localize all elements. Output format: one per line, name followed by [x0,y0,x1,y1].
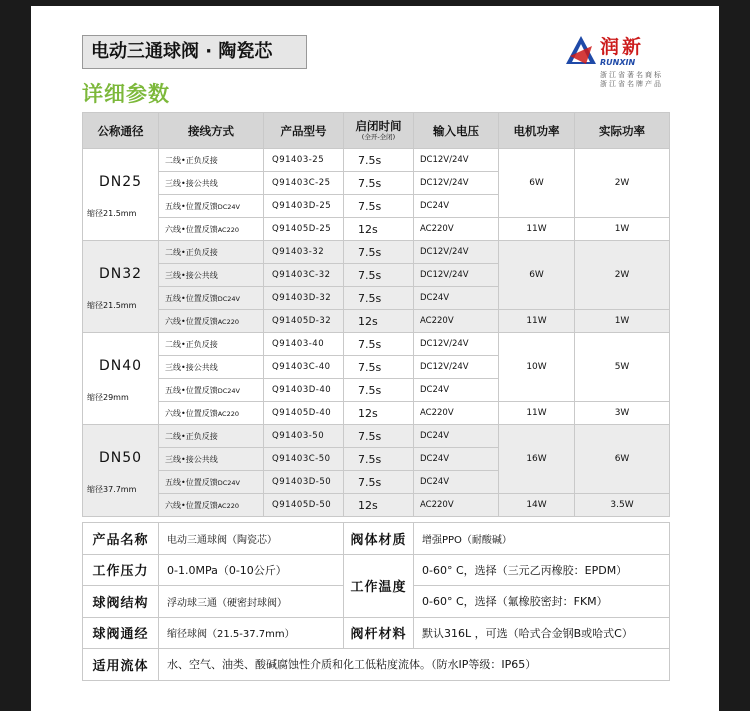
voltage-cell: DC12V/24V [414,172,499,195]
wiring-label: 五线•位置反馈 [165,385,218,395]
wiring-note: DC24V [217,478,240,487]
wiring-cell [159,310,264,333]
wiring-note: DC24V [217,294,240,303]
page-title: 电动三通球阀 · 陶瓷芯 [82,35,307,69]
temperature-epdm-value: 0-60° C，选择（三元乙丙橡胶：EPDM） [414,554,670,586]
fluid-label: 适用流体 [83,649,159,681]
model-cell: Q91403-40 [264,333,344,356]
wiring-note: AC220 [217,225,239,234]
nominal-diameter: DN50 [98,450,143,466]
info-row [83,649,670,681]
time-cell: 7.5s [344,471,414,494]
voltage-cell: DC24V [414,195,499,218]
wiring-label: 六线•位置反馈 [165,224,218,234]
model-cell: Q91405D-25 [264,218,344,241]
wiring-note: DC24V [217,202,240,211]
motor-power-ac-cell: 11W [499,402,575,425]
time-cell: 7.5s [344,448,414,471]
model-cell: Q91403C-50 [264,448,344,471]
time-cell: 12s [344,402,414,425]
brand-logo [560,30,690,88]
model-cell: Q91403D-40 [264,379,344,402]
header-voltage: 输入电压 [414,113,499,149]
wiring-cell [159,287,264,310]
wiring-cell [159,471,264,494]
voltage-cell: DC12V/24V [414,241,499,264]
body-material-value: 增强PPO（耐酸碱） [414,523,670,555]
motor-power-dc-cell: 10W [499,333,575,402]
motor-power-dc-cell: 6W [499,149,575,218]
time-cell: 7.5s [344,241,414,264]
table-row [83,310,670,333]
stem-label: 阀杆材料 [344,617,414,649]
runxin-logo-icon [564,34,598,66]
body-material-label: 阀体材质 [344,523,414,555]
voltage-cell: DC24V [414,287,499,310]
model-cell: Q91403-50 [264,425,344,448]
header-wiring: 接线方式 [159,113,264,149]
table-row [83,425,670,448]
time-cell: 7.5s [344,287,414,310]
time-cell: 7.5s [344,149,414,172]
wiring-cell [159,264,264,287]
table-row [83,149,670,172]
model-cell: Q91403-32 [264,241,344,264]
product-name-label: 产品名称 [83,523,159,555]
wiring-note: AC220 [217,317,239,326]
motor-power-dc-cell: 6W [499,241,575,310]
section-subtitle: 详细参数 [82,82,170,106]
wiring-label: 五线•位置反馈 [165,477,218,487]
wiring-cell [159,402,264,425]
pressure-label: 工作压力 [83,554,159,586]
wiring-label: 三线•接公共线 [165,178,218,188]
wiring-cell [159,356,264,379]
table-row [83,218,670,241]
info-row [83,554,670,586]
left-frame-bar [0,0,31,711]
wiring-label: 六线•位置反馈 [165,500,218,510]
header-time-label: 启闭时间 [355,119,402,133]
wiring-note: AC220 [217,409,239,418]
actual-power-dc-cell: 2W [575,149,670,218]
reduced-bore: 缩径21.5mm [87,301,137,310]
model-cell: Q91403C-32 [264,264,344,287]
motor-power-ac-cell: 11W [499,218,575,241]
time-cell: 7.5s [344,264,414,287]
time-cell: 12s [344,310,414,333]
brand-tagline-trademark: 浙江省著名商标 [600,71,663,79]
wiring-cell [159,425,264,448]
motor-power-dc-cell: 16W [499,425,575,494]
nominal-diameter: DN32 [98,266,143,282]
table-row [83,494,670,517]
voltage-cell: DC24V [414,471,499,494]
time-cell: 7.5s [344,356,414,379]
voltage-cell: DC24V [414,448,499,471]
model-cell: Q91405D-32 [264,310,344,333]
fluid-value: 水、空气、油类、酸碱腐蚀性介质和化工低粘度流体。（防水IP等级：IP65） [159,649,670,681]
wiring-label: 二线•正负反接 [165,155,218,165]
wiring-cell [159,333,264,356]
brand-tagline-product: 浙江省名牌产品 [600,80,663,88]
top-frame-bar [31,0,719,6]
actual-power-ac-cell: 1W [575,310,670,333]
time-cell: 7.5s [344,333,414,356]
table-row [83,333,670,356]
model-cell: Q91403D-50 [264,471,344,494]
reduced-bore: 缩径29mm [87,393,129,402]
wiring-cell [159,172,264,195]
time-cell: 12s [344,494,414,517]
wiring-cell [159,195,264,218]
model-cell: Q91405D-50 [264,494,344,517]
wiring-cell [159,448,264,471]
header-time [344,113,414,149]
voltage-cell: DC12V/24V [414,333,499,356]
structure-value: 浮动球三通（硬密封球阀） [159,586,344,618]
model-cell: Q91403D-25 [264,195,344,218]
spec-header-row [83,113,670,149]
actual-power-dc-cell: 2W [575,241,670,310]
header-actual-power: 实际功率 [575,113,670,149]
wiring-note: AC220 [217,501,239,510]
wiring-label: 五线•位置反馈 [165,201,218,211]
actual-power-ac-cell: 3W [575,402,670,425]
wiring-label: 二线•正负反接 [165,247,218,257]
wiring-label: 三线•接公共线 [165,454,218,464]
actual-power-ac-cell: 3.5W [575,494,670,517]
reduced-bore: 缩径37.7mm [87,485,137,494]
time-cell: 7.5s [344,195,414,218]
info-row [83,523,670,555]
voltage-cell: DC24V [414,425,499,448]
right-frame-bar [719,0,750,711]
motor-power-ac-cell: 11W [499,310,575,333]
wiring-label: 二线•正负反接 [165,431,218,441]
wiring-cell [159,379,264,402]
nominal-diameter-cell [83,241,159,333]
wiring-label: 二线•正负反接 [165,339,218,349]
brand-name-cn: 润新 [600,36,645,58]
actual-power-dc-cell: 6W [575,425,670,494]
bore-value: 缩径球阀（21.5-37.7mm） [159,617,344,649]
header-nominal: 公称通径 [83,113,159,149]
time-cell: 7.5s [344,425,414,448]
bore-label: 球阀通经 [83,617,159,649]
time-cell: 7.5s [344,379,414,402]
time-cell: 7.5s [344,172,414,195]
voltage-cell: DC24V [414,379,499,402]
wiring-label: 五线•位置反馈 [165,293,218,303]
model-cell: Q91403D-32 [264,287,344,310]
voltage-cell: AC220V [414,494,499,517]
model-cell: Q91403C-25 [264,172,344,195]
stem-value: 默认316L ，可选（哈式合金钢B或哈式C） [414,617,670,649]
voltage-cell: DC12V/24V [414,264,499,287]
voltage-cell: DC12V/24V [414,149,499,172]
wiring-note: DC24V [217,386,240,395]
model-cell: Q91403-25 [264,149,344,172]
model-cell: Q91405D-40 [264,402,344,425]
voltage-cell: AC220V [414,218,499,241]
wiring-label: 三线•接公共线 [165,362,218,372]
temperature-label: 工作温度 [344,554,414,617]
actual-power-ac-cell: 1W [575,218,670,241]
wiring-cell [159,218,264,241]
voltage-cell: DC12V/24V [414,356,499,379]
info-table [82,522,670,681]
actual-power-dc-cell: 5W [575,333,670,402]
temperature-fkm-value: 0-60° C，选择（氟橡胶密封：FKM） [414,586,670,618]
info-row [83,617,670,649]
nominal-diameter-cell [83,425,159,517]
nominal-diameter: DN25 [98,174,143,190]
wiring-cell [159,149,264,172]
header-model: 产品型号 [264,113,344,149]
voltage-cell: AC220V [414,310,499,333]
table-row [83,402,670,425]
product-name-value: 电动三通球阀（陶瓷芯） [159,523,344,555]
brand-name-en: RUNXIN [600,58,636,67]
spec-table [82,112,670,517]
nominal-diameter-cell [83,333,159,425]
table-row [83,241,670,264]
wiring-label: 三线•接公共线 [165,270,218,280]
model-cell: Q91403C-40 [264,356,344,379]
header-time-sublabel: (全开-全闭) [361,133,396,141]
nominal-diameter: DN40 [98,358,143,374]
voltage-cell: AC220V [414,402,499,425]
motor-power-ac-cell: 14W [499,494,575,517]
reduced-bore: 缩径21.5mm [87,209,137,218]
structure-label: 球阀结构 [83,586,159,618]
wiring-cell [159,494,264,517]
header-motor-power: 电机功率 [499,113,575,149]
wiring-cell [159,241,264,264]
wiring-label: 六线•位置反馈 [165,408,218,418]
wiring-label: 六线•位置反馈 [165,316,218,326]
nominal-diameter-cell [83,149,159,241]
pressure-value: 0-1.0MPa（0-10公斤） [159,554,344,586]
time-cell: 12s [344,218,414,241]
